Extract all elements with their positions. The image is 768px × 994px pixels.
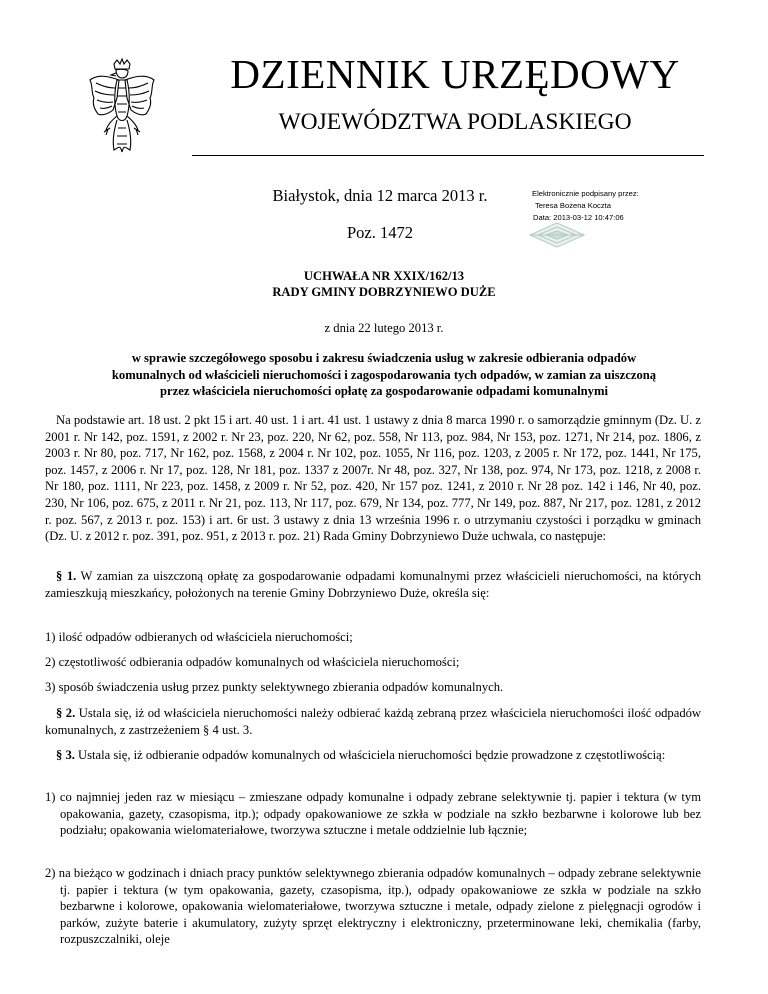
paragraph-text: Ustala się, iż odbieranie odpadów komunalnych od właściciela nieruchomości będzie prowadzone z częstotliwością: <box>74 748 666 762</box>
list-item-text: 2) na bieżąco w godzinach i dniach pracy punktów selektywnego zbierania odpadów komunalnych – odpady zebrane selektywnie tj. papier i tektura (w tym opakowania, gazety, czasopisma, itp.), odpady opakowaniowe ze szkła w podziale na szkło bezbarwne i kolorowe, opakowania wielomateriałowe, tworzywa sztuczne i metale, odpady zielone z pielęgnacji ogrodów i parków, zużyte baterie i akumulatory, zużyty sprzęt elektryczny i elektroniczny, przeterminowane leki, chemikalia (farby, rozpuszczalniki, oleje <box>45 866 701 947</box>
list-item <box>45 629 701 646</box>
paragraph-label: § 2. <box>56 706 76 720</box>
resolution-subject-line: komunalnych od właścicieli nieruchomości i zagospodarowania tych odpadów, w zamian za uiszczoną <box>111 367 657 382</box>
paragraph-1 <box>45 568 701 601</box>
list-item-text: 1) ilość odpadów odbieranych od właściciela nieruchomości; <box>45 630 353 644</box>
signature-signer: Teresa Bożena Koczta <box>535 201 611 211</box>
resolution-number: UCHWAŁA NR XXIX/162/13 <box>303 269 465 283</box>
paragraph-label: § 3. <box>56 748 75 762</box>
header-divider <box>192 155 704 156</box>
paragraph-text: W zamian za uiszczoną opłatę za gospodarowanie odpadami komunalnymi przez właścicieli nieruchomości, na których zamieszkują mieszkańcy, położonych na terenie Gminy Dobrzyniewo Duże, określa się: <box>45 569 701 600</box>
paragraph-3 <box>45 747 701 764</box>
resolution-subject-line: w sprawie szczegółowego sposobu i zakresu świadczenia usług w zakresie odbierania odpadów <box>131 351 637 365</box>
preamble <box>45 412 701 545</box>
resolution-subject <box>60 350 708 400</box>
paragraph-text: Ustala się, iż od właściciela nieruchomości należy odbierać każdą zebraną przez właściciela nieruchomości ilość odpadów komunalnych, z zastrzeżeniem § 4 ust. 3. <box>45 706 702 737</box>
paragraph-2 <box>45 705 701 738</box>
resolution-date: z dnia 22 lutego 2013 r. <box>324 321 444 335</box>
signature-heading: Elektronicznie podpisany przez: <box>532 189 639 198</box>
list-item-text: 2) częstotliwość odbierania odpadów komunalnych od właściciela nieruchomości; <box>45 655 460 669</box>
publication-title: DZIENNIK URZĘDOWY <box>230 51 680 97</box>
signature-date: Data: 2013-03-12 10:47:06 <box>533 213 624 223</box>
issue-date: Białystok, dnia 12 marca 2013 r. <box>272 186 488 205</box>
resolution-subject-line: przez właściciela nieruchomości opłatę za gospodarowanie odpadami komunalnymi <box>160 384 608 399</box>
publication-subtitle: WOJEWÓDZTWA PODLASKIEGO <box>278 109 632 135</box>
list-item-text: 1) co najmniej jeden raz w miesiącu – zmieszane odpady komunalne i odpady zebrane selektywnie tj. papier i tektura (w tym opakowania, gazety, czasopisma, itp.); odpady opakowaniowe ze szkła w podziale na szkło bezbarwne i kolorowe lub bez podziału; opakowania wielomateriałowe, tworzywa sztuczne i metale oddzielnie lub łącznie; <box>45 790 701 838</box>
electronic-signature <box>532 188 732 225</box>
signature-seal-icon <box>528 222 586 248</box>
preamble-text: Na podstawie art. 18 ust. 2 pkt 15 i art. 40 ust. 1 i art. 41 ust. 1 ustawy z dnia 8 marca 1990 r. o samorządzie gminnym (Dz. U. z 2001 r. Nr 142, poz. 1591, z 2002 r. Nr 23, poz. 220, Nr 62, poz. 558, Nr 113, poz. 984, Nr 153, poz. 1271, Nr 214, poz. 1806, z 2003 r. Nr 80, poz. 717, Nr 162, poz. 1568, z 2004 r. Nr 102, poz. 1055, Nr 116, poz. 1203, z 2005 r. Nr 172, poz. 1441, Nr 175, poz. 1457, z 2006 r. Nr 17, poz. 128, Nr 181, poz. 1337 z 2007r. Nr 48, poz. 327, Nr 138, poz. 974, Nr 173, poz. 1218, z 2008 r. Nr 180, poz. 1111, Nr 223, poz. 1458, z 2009 r. Nr 52, poz. 420, Nr 157 poz. 1241, z 2010 r. Nr 28 poz. 142 i 146, Nr 40, poz. 230, Nr 106, poz. 675, z 2011 r. Nr 21, poz. 113, Nr 117, poz. 679, Nr 134, poz. 777, Nr 149, poz. 887, Nr 217, poz. 1281, z 2012 r. poz. 567, z 2013 r. poz. 153) i art. 6r ust. 3 ustawy z dnia 13 września 1996 r. o utrzymaniu czystości i porządku w gminach (Dz. U. z 2012 r. poz. 391, poz. 951, z 2013 r. poz. 21) Rada Gminy Dobrzyniewo Duże uchwala, co następuje: <box>45 413 701 544</box>
list-item <box>45 865 701 948</box>
list-item <box>45 679 701 696</box>
position-number: Poz. 1472 <box>347 223 413 242</box>
resolution-council: RADY GMINY DOBRZYNIEWO DUŻE <box>272 285 496 299</box>
list-item-text: 3) sposób świadczenia usług przez punkty selektywnego zbierania odpadów komunalnych. <box>45 680 504 694</box>
list-item <box>45 789 701 839</box>
coat-of-arms-eagle-icon <box>86 58 158 156</box>
paragraph-label: § 1. <box>56 569 77 583</box>
list-item <box>45 654 701 671</box>
